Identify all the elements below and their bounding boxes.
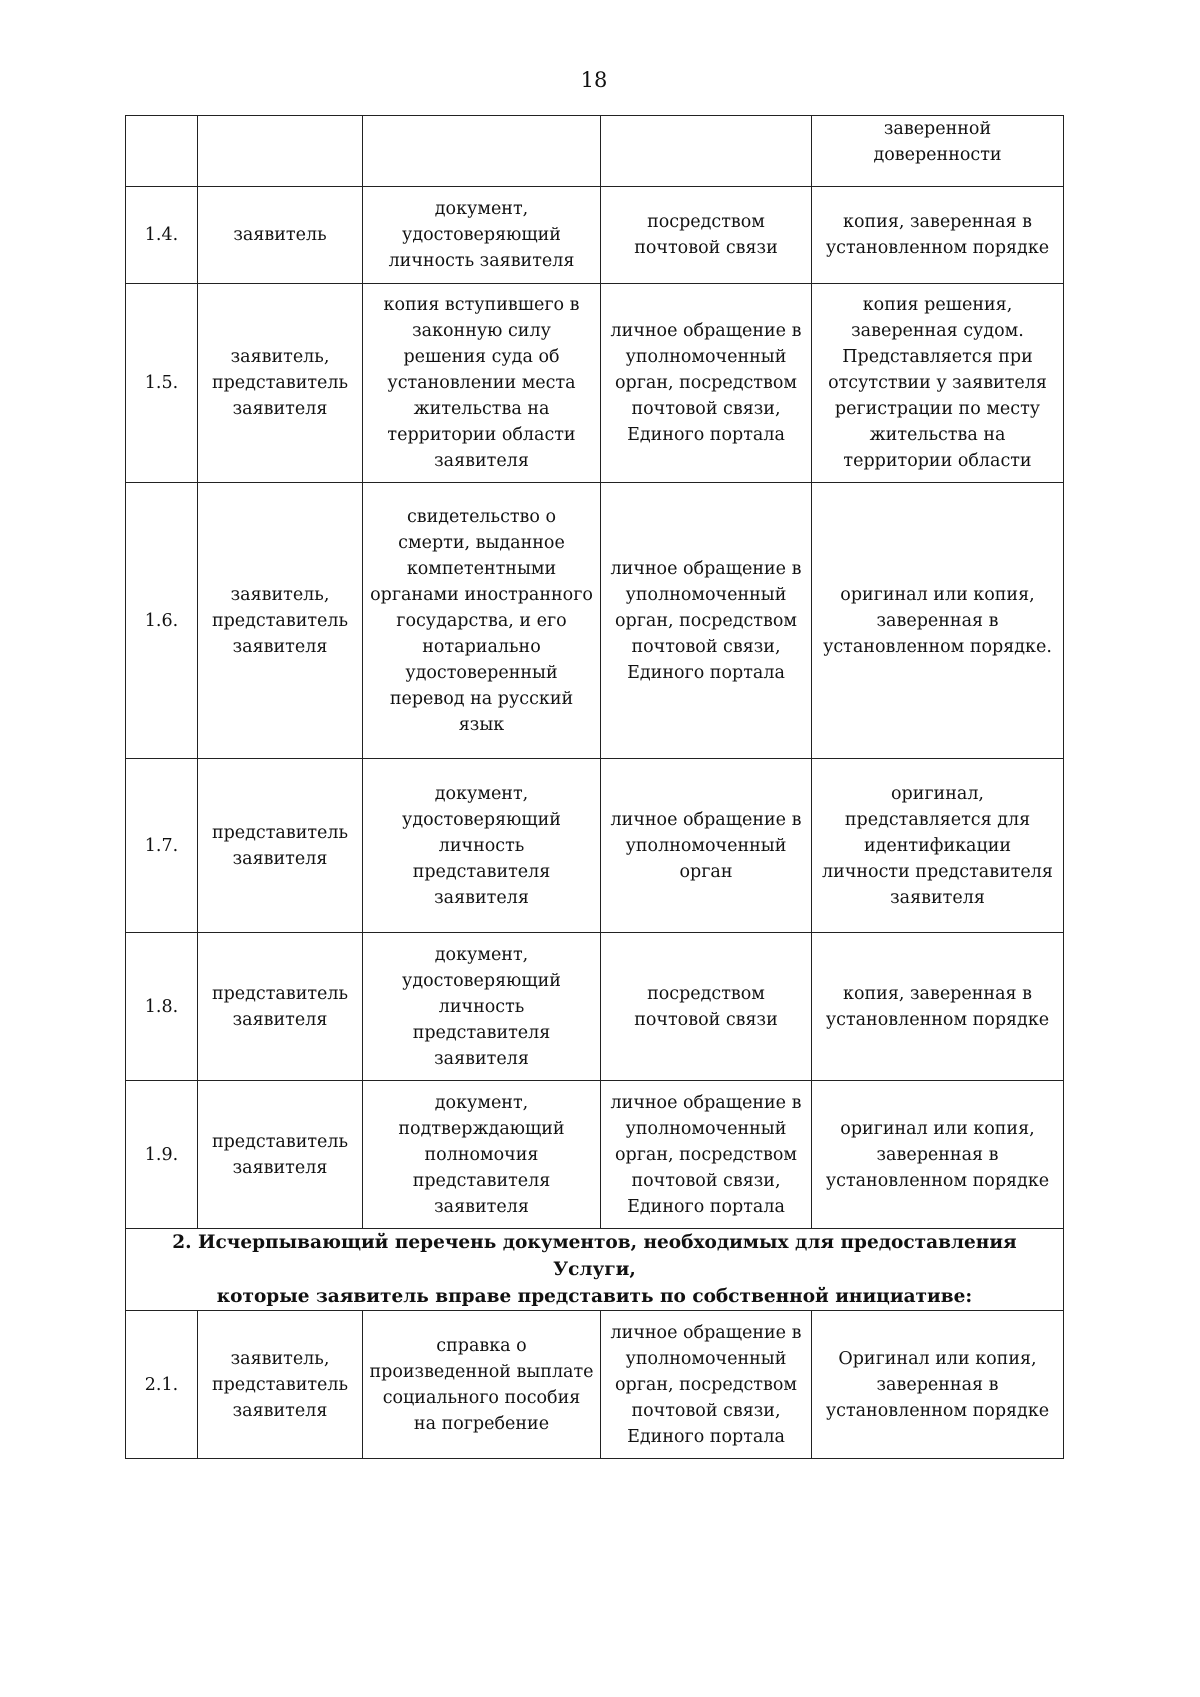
row-number-cell (126, 116, 198, 187)
document-cell (363, 116, 601, 187)
section-heading-line-2: которые заявитель вправе представить по собственной инициативе: (216, 1286, 973, 1307)
document-form-cell: оригинал или копия, заверенная в установленном порядке. (812, 483, 1064, 759)
submission-method-cell: посредством почтовой связи (601, 187, 812, 284)
document-form-cell: копия решения, заверенная судом. Представляется при отсутствии у заявителя регистрации по месту жительства на территории области (812, 284, 1064, 483)
section-heading-row (126, 1229, 1064, 1311)
table-row (126, 187, 1064, 284)
document-cell: свидетельство о смерти, выданное компетентными органами иностранного государства, и его нотариально удостоверенный перевод на русский язык (363, 483, 601, 759)
row-number-cell: 1.4. (126, 187, 198, 284)
submission-method-cell: личное обращение в уполномоченный орган, посредством почтовой связи, Единого портала (601, 483, 812, 759)
applicant-cell (198, 116, 363, 187)
row-number-cell: 1.9. (126, 1081, 198, 1229)
document-cell: документ, подтверждающий полномочия представителя заявителя (363, 1081, 601, 1229)
document-cell: документ, удостоверяющий личность представителя заявителя (363, 933, 601, 1081)
table-row (126, 284, 1064, 483)
section-heading (126, 1229, 1064, 1311)
table-row (126, 759, 1064, 933)
submission-method-cell: личное обращение в уполномоченный орган, посредством почтовой связи, Единого портала (601, 1081, 812, 1229)
document-form-cell: копия, заверенная в установленном порядке (812, 933, 1064, 1081)
document-form-cell: Оригинал или копия, заверенная в установленном порядке (812, 1311, 1064, 1459)
page-number: 18 (580, 68, 608, 92)
document-cell: документ, удостоверяющий личность заявителя (363, 187, 601, 284)
table-row (126, 933, 1064, 1081)
document-cell: копия вступившего в законную силу решения суда об установлении места жительства на территории области заявителя (363, 284, 601, 483)
document-form-cell: оригинал, представляется для идентификации личности представителя заявителя (812, 759, 1064, 933)
document-form-cell: копия, заверенная в установленном порядке (812, 187, 1064, 284)
table-row (126, 116, 1064, 187)
table-row (126, 483, 1064, 759)
document-cell: справка о произведенной выплате социального пособия на погребение (363, 1311, 601, 1459)
applicant-cell: представитель заявителя (198, 1081, 363, 1229)
table-row (126, 1311, 1064, 1459)
section-heading-line-1: 2. Исчерпывающий перечень документов, необходимых для предоставления Услуги, (172, 1232, 1017, 1280)
applicant-cell: заявитель, представитель заявителя (198, 284, 363, 483)
applicant-cell: представитель заявителя (198, 933, 363, 1081)
applicant-cell: заявитель, представитель заявителя (198, 1311, 363, 1459)
row-number-cell: 1.8. (126, 933, 198, 1081)
applicant-cell: заявитель, представитель заявителя (198, 483, 363, 759)
table-row (126, 1081, 1064, 1229)
applicant-cell: представитель заявителя (198, 759, 363, 933)
document-cell: документ, удостоверяющий личность представителя заявителя (363, 759, 601, 933)
row-number-cell: 1.6. (126, 483, 198, 759)
row-number-cell: 2.1. (126, 1311, 198, 1459)
document-form-cell: заверенной доверенности (812, 116, 1064, 187)
submission-method-cell (601, 116, 812, 187)
documents-table (125, 115, 1064, 1459)
applicant-cell: заявитель (198, 187, 363, 284)
row-number-cell: 1.7. (126, 759, 198, 933)
document-form-cell: оригинал или копия, заверенная в установленном порядке (812, 1081, 1064, 1229)
submission-method-cell: личное обращение в уполномоченный орган, посредством почтовой связи, Единого портала (601, 284, 812, 483)
row-number-cell: 1.5. (126, 284, 198, 483)
submission-method-cell: личное обращение в уполномоченный орган, посредством почтовой связи, Единого портала (601, 1311, 812, 1459)
submission-method-cell: личное обращение в уполномоченный орган (601, 759, 812, 933)
submission-method-cell: посредством почтовой связи (601, 933, 812, 1081)
